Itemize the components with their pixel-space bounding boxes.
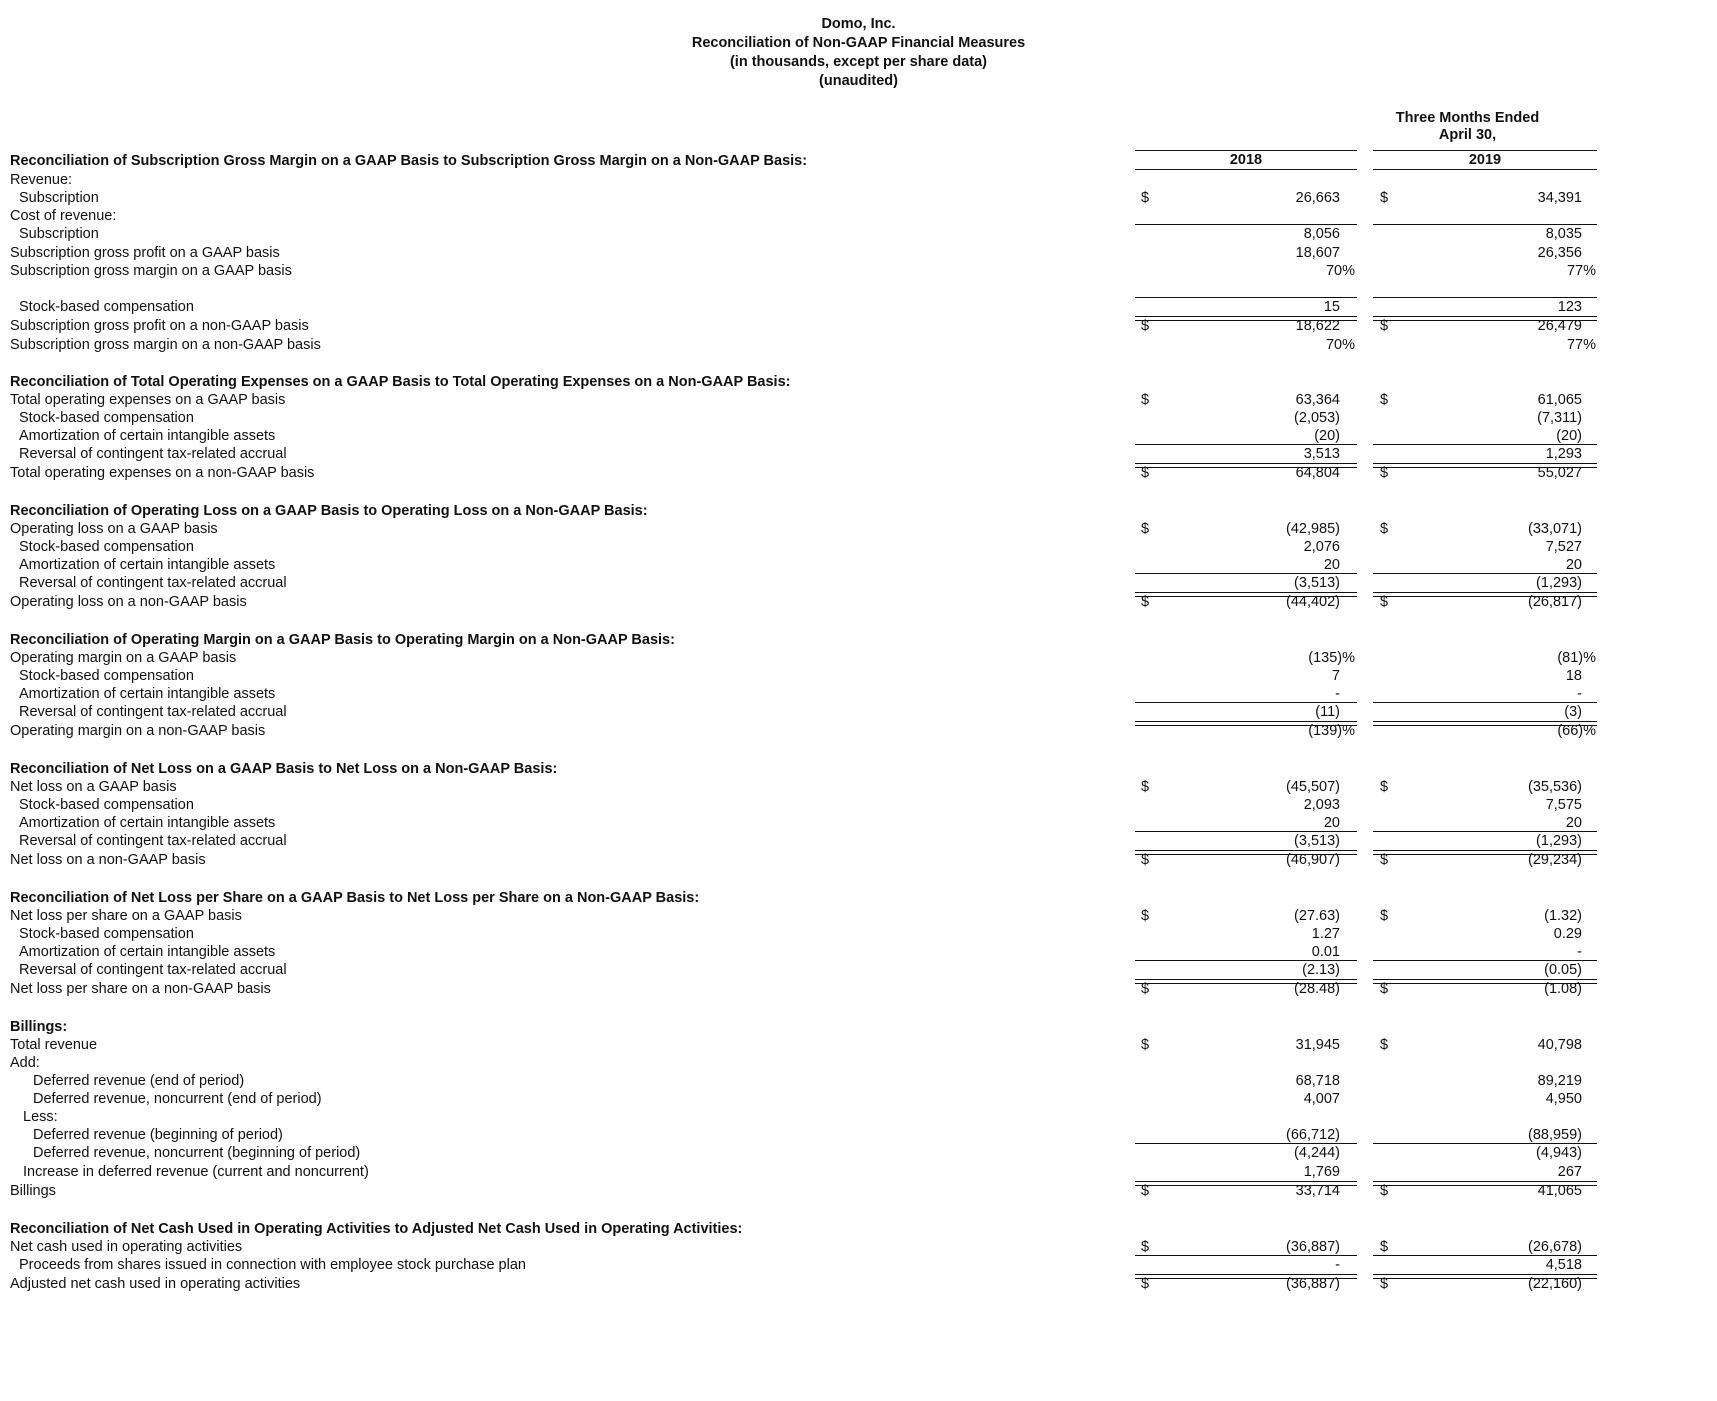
table-row: [0, 1256, 1717, 1275]
table-row: [0, 409, 1717, 428]
row-label: Operating loss on a non-GAAP basis: [10, 594, 247, 610]
section-title: Reconciliation of Net Loss per Share on a GAAP Basis to Net Loss per Share on a Non-GAAP Basis:: [10, 890, 700, 906]
subtotal-underline-2018: [1135, 224, 1357, 225]
value-2019: 77%: [1566, 337, 1596, 353]
row-label: Amortization of certain intangible assets: [19, 428, 276, 444]
row-label: Stock-based compensation: [19, 926, 194, 942]
table-row: [0, 520, 1717, 539]
section-header-row: [0, 760, 1717, 779]
value-2019: (33,071): [1527, 521, 1582, 537]
value-2018: 33,714: [1295, 1183, 1340, 1199]
row-label: Reversal of contingent tax-related accrual: [19, 962, 287, 978]
value-2019: 34,391: [1537, 190, 1582, 206]
value-2019: 0.29: [1553, 926, 1582, 942]
value-2019: 8,035: [1545, 226, 1582, 242]
value-2019: -: [1577, 686, 1582, 702]
currency-symbol-2018: $: [1141, 1239, 1150, 1255]
row-label: Deferred revenue (beginning of period): [33, 1127, 283, 1143]
value-2019: 40,798: [1537, 1037, 1582, 1053]
table-row: [0, 298, 1717, 317]
table-row: [0, 336, 1717, 355]
table-row: [0, 1090, 1717, 1109]
subtotal-underline-2019: [1373, 702, 1597, 703]
currency-symbol-2019: $: [1380, 1276, 1389, 1292]
value-2019: (4,943): [1536, 1145, 1582, 1161]
value-2018: 18,607: [1295, 245, 1340, 261]
table-row: [0, 317, 1717, 336]
subtotal-underline-2018: [1135, 831, 1357, 832]
value-2018: (36,887): [1285, 1239, 1340, 1255]
value-2018: (28.48): [1294, 981, 1340, 997]
total-double-underline-2019: [1373, 1181, 1597, 1186]
value-2019: 18: [1565, 668, 1582, 684]
value-2019: 20: [1565, 815, 1582, 831]
currency-symbol-2019: $: [1380, 521, 1389, 537]
total-double-underline-2018: [1135, 850, 1357, 855]
value-2019: 77%: [1566, 263, 1596, 279]
value-2018: (36,887): [1285, 1276, 1340, 1292]
value-2018: (42,985): [1285, 521, 1340, 537]
row-label: Deferred revenue, noncurrent (beginning of period): [33, 1145, 361, 1161]
subtotal-underline-2018: [1135, 702, 1357, 703]
row-label: Deferred revenue, noncurrent (end of period): [33, 1091, 322, 1107]
total-double-underline-2019: [1373, 463, 1597, 468]
year-header-2019: 2019: [1373, 150, 1597, 170]
section-title: Reconciliation of Net Cash Used in Operating Activities to Adjusted Net Cash Used in Operating Activities:: [10, 1221, 743, 1237]
value-2018: (44,402): [1285, 594, 1340, 610]
table-row: [0, 593, 1717, 612]
row-label: Operating loss on a GAAP basis: [10, 521, 218, 537]
subtotal-underline-2018: [1135, 297, 1357, 298]
row-label: Adjusted net cash used in operating activities: [10, 1276, 301, 1292]
value-2018: (2,053): [1294, 410, 1340, 426]
row-label: Add:: [10, 1055, 40, 1071]
period-label: Three Months Ended: [1395, 110, 1540, 126]
total-double-underline-2019: [1373, 316, 1597, 321]
table-row: [0, 464, 1717, 483]
total-double-underline-2019: [1373, 721, 1597, 726]
currency-symbol-2018: $: [1141, 908, 1150, 924]
row-label: Revenue:: [10, 172, 73, 188]
value-2018: 70%: [1325, 263, 1355, 279]
currency-symbol-2018: $: [1141, 1276, 1150, 1292]
value-2019: (1.32): [1544, 908, 1582, 924]
total-double-underline-2019: [1373, 850, 1597, 855]
value-2019: 20: [1565, 557, 1582, 573]
value-2018: (11): [1315, 704, 1340, 720]
year-header-2018: 2018: [1135, 150, 1357, 170]
value-2018: -: [1335, 1257, 1340, 1273]
value-2018: 20: [1323, 557, 1340, 573]
row-label: Total operating expenses on a GAAP basis: [10, 392, 286, 408]
row-label: Subscription gross profit on a non-GAAP basis: [10, 318, 309, 334]
value-2018: 20: [1323, 815, 1340, 831]
value-2018: 63,364: [1295, 392, 1340, 408]
value-2019: 267: [1557, 1164, 1582, 1180]
total-double-underline-2018: [1135, 1274, 1357, 1279]
row-label: Increase in deferred revenue (current and noncurrent): [23, 1164, 369, 1180]
total-double-underline-2018: [1135, 721, 1357, 726]
row-label: Stock-based compensation: [19, 410, 194, 426]
row-label: Amortization of certain intangible assets: [19, 815, 276, 831]
value-2018: (20): [1314, 428, 1340, 444]
value-2019: (7,311): [1537, 410, 1582, 426]
value-2019: (26,678): [1527, 1239, 1582, 1255]
table-row: [0, 907, 1717, 926]
table-row: [0, 832, 1717, 851]
value-2018: 7: [1331, 668, 1340, 684]
table-row: [0, 225, 1717, 244]
value-2018: (66,712): [1285, 1127, 1340, 1143]
section-header-row: [0, 1018, 1717, 1037]
total-double-underline-2019: [1373, 592, 1597, 597]
value-2019: 7,527: [1545, 539, 1582, 555]
value-2018: (139)%: [1308, 723, 1355, 739]
row-label: Amortization of certain intangible assets: [19, 557, 276, 573]
value-2019: 89,219: [1537, 1073, 1582, 1089]
currency-symbol-2018: $: [1141, 779, 1150, 795]
value-2018: 1,769: [1303, 1164, 1340, 1180]
total-double-underline-2018: [1135, 979, 1357, 984]
section-header-row: [0, 631, 1717, 650]
value-2018: 26,663: [1295, 190, 1340, 206]
value-2019: (35,536): [1527, 779, 1582, 795]
row-label: Net cash used in operating activities: [10, 1239, 243, 1255]
currency-symbol-2018: $: [1141, 318, 1150, 334]
currency-symbol-2018: $: [1141, 465, 1150, 481]
value-2019: 123: [1557, 299, 1582, 315]
subtotal-underline-2018: [1135, 1143, 1357, 1144]
report-audit-note: (unaudited): [819, 73, 898, 89]
value-2019: (66)%: [1557, 723, 1596, 739]
value-2018: 8,056: [1303, 226, 1340, 242]
table-row: [0, 171, 1717, 190]
value-2018: (27.63): [1294, 908, 1340, 924]
subtotal-underline-2018: [1135, 573, 1357, 574]
currency-symbol-2018: $: [1141, 594, 1150, 610]
currency-symbol-2019: $: [1380, 190, 1389, 206]
currency-symbol-2019: $: [1380, 318, 1389, 334]
section-header-row: [0, 373, 1717, 392]
value-2019: 61,065: [1537, 392, 1582, 408]
row-label: Amortization of certain intangible assets: [19, 944, 276, 960]
row-label: Stock-based compensation: [19, 668, 194, 684]
table-row: [0, 1072, 1717, 1091]
row-label: Reversal of contingent tax-related accrual: [19, 704, 287, 720]
table-row: [0, 189, 1717, 208]
value-2018: 4,007: [1303, 1091, 1340, 1107]
value-2019: 1,293: [1545, 446, 1582, 462]
table-row: [0, 1054, 1717, 1073]
section-header-row: [0, 502, 1717, 521]
table-row: [0, 722, 1717, 741]
section-title: Reconciliation of Total Operating Expenses on a GAAP Basis to Total Operating Expenses on a Non-GAAP Basis:: [10, 374, 791, 390]
row-label: Reversal of contingent tax-related accrual: [19, 833, 287, 849]
table-row: [0, 1182, 1717, 1201]
value-2018: 31,945: [1295, 1037, 1340, 1053]
table-row: [0, 703, 1717, 722]
currency-symbol-2019: $: [1380, 594, 1389, 610]
section-title: Reconciliation of Net Loss on a GAAP Basis to Net Loss on a Non-GAAP Basis:: [10, 761, 558, 777]
report-units-note: (in thousands, except per share data): [729, 54, 988, 70]
table-row: [0, 778, 1717, 797]
value-2019: (0.05): [1544, 962, 1582, 978]
section-title: Reconciliation of Operating Margin on a GAAP Basis to Operating Margin on a Non-GAAP Basis:: [10, 632, 675, 648]
currency-symbol-2019: $: [1380, 981, 1389, 997]
currency-symbol-2019: $: [1380, 779, 1389, 795]
period-date: April 30,: [1438, 127, 1497, 143]
section-header-row: [0, 152, 1717, 171]
subtotal-underline-2018: [1135, 960, 1357, 961]
value-2018: (45,507): [1285, 779, 1340, 795]
value-2018: (3,513): [1294, 575, 1340, 591]
value-2019: (3): [1564, 704, 1582, 720]
row-label: Deferred revenue (end of period): [33, 1073, 245, 1089]
row-label: Proceeds from shares issued in connection with employee stock purchase plan: [19, 1257, 526, 1273]
value-2018: 68,718: [1295, 1073, 1340, 1089]
value-2018: (3,513): [1294, 833, 1340, 849]
currency-symbol-2018: $: [1141, 981, 1150, 997]
table-row: [0, 1275, 1717, 1294]
table-row: [0, 445, 1717, 464]
subtotal-underline-2018: [1135, 444, 1357, 445]
row-label: Less:: [23, 1109, 58, 1125]
row-label: Total revenue: [10, 1037, 98, 1053]
row-label: Net loss on a GAAP basis: [10, 779, 177, 795]
subtotal-underline-2019: [1373, 224, 1597, 225]
row-label: Net loss on a non-GAAP basis: [10, 852, 206, 868]
value-2018: 15: [1323, 299, 1340, 315]
row-label: Net loss per share on a GAAP basis: [10, 908, 242, 924]
value-2018: 0.01: [1311, 944, 1340, 960]
value-2018: 3,513: [1303, 446, 1340, 462]
report-title: Reconciliation of Non-GAAP Financial Measures: [691, 35, 1026, 51]
company-name: Domo, Inc.: [821, 16, 896, 32]
value-2019: (1,293): [1536, 575, 1582, 591]
currency-symbol-2018: $: [1141, 392, 1150, 408]
total-double-underline-2019: [1373, 979, 1597, 984]
row-label: Subscription gross margin on a GAAP basis: [10, 263, 292, 279]
value-2018: (46,907): [1285, 852, 1340, 868]
table-row: [0, 262, 1717, 281]
table-row: [0, 851, 1717, 870]
table-row: [0, 1036, 1717, 1055]
value-2019: (81)%: [1557, 650, 1596, 666]
section-title: Billings:: [10, 1019, 68, 1035]
total-double-underline-2018: [1135, 463, 1357, 468]
value-2019: 4,518: [1545, 1257, 1582, 1273]
section-header-row: [0, 1220, 1717, 1239]
subtotal-underline-2019: [1373, 960, 1597, 961]
section-title: Reconciliation of Operating Loss on a GAAP Basis to Operating Loss on a Non-GAAP Basis:: [10, 503, 648, 519]
value-2019: 26,479: [1537, 318, 1582, 334]
table-row: [0, 667, 1717, 686]
value-2019: (22,160): [1527, 1276, 1582, 1292]
table-row: [0, 961, 1717, 980]
row-label: Cost of revenue:: [10, 208, 117, 224]
total-double-underline-2018: [1135, 1181, 1357, 1186]
currency-symbol-2018: $: [1141, 521, 1150, 537]
table-row: [0, 796, 1717, 815]
subtotal-underline-2019: [1373, 1143, 1597, 1144]
value-2019: (1.08): [1544, 981, 1582, 997]
currency-symbol-2019: $: [1380, 392, 1389, 408]
value-2018: 70%: [1325, 337, 1355, 353]
currency-symbol-2019: $: [1380, 908, 1389, 924]
table-row: [0, 925, 1717, 944]
row-label: Reversal of contingent tax-related accrual: [19, 446, 287, 462]
total-double-underline-2019: [1373, 1274, 1597, 1279]
table-row: [0, 1108, 1717, 1127]
value-2019: (29,234): [1527, 852, 1582, 868]
value-2019: 7,575: [1545, 797, 1582, 813]
value-2018: 1.27: [1311, 926, 1340, 942]
currency-symbol-2019: $: [1380, 1037, 1389, 1053]
table-row: [0, 244, 1717, 263]
value-2018: 18,622: [1295, 318, 1340, 334]
currency-symbol-2018: $: [1141, 190, 1150, 206]
value-2019: 41,065: [1537, 1183, 1582, 1199]
value-2019: 55,027: [1537, 465, 1582, 481]
row-label: Stock-based compensation: [19, 797, 194, 813]
section-title: Reconciliation of Subscription Gross Margin on a GAAP Basis to Subscription Gross Margin on a Non-GAAP Basis:: [10, 153, 808, 169]
currency-symbol-2019: $: [1380, 1239, 1389, 1255]
row-label: Net loss per share on a non-GAAP basis: [10, 981, 271, 997]
value-2019: 26,356: [1537, 245, 1582, 261]
currency-symbol-2018: $: [1141, 852, 1150, 868]
value-2018: 2,076: [1303, 539, 1340, 555]
row-label: Stock-based compensation: [19, 539, 194, 555]
value-2018: (2.13): [1302, 962, 1340, 978]
value-2019: (1,293): [1536, 833, 1582, 849]
subtotal-underline-2019: [1373, 444, 1597, 445]
currency-symbol-2018: $: [1141, 1037, 1150, 1053]
subtotal-underline-2018: [1135, 1255, 1357, 1256]
row-label: Amortization of certain intangible assets: [19, 686, 276, 702]
row-label: Subscription: [19, 226, 99, 242]
currency-symbol-2019: $: [1380, 465, 1389, 481]
table-row: [0, 649, 1717, 668]
row-label: Subscription: [19, 190, 99, 206]
subtotal-underline-2019: [1373, 1255, 1597, 1256]
row-label: Total operating expenses on a non-GAAP basis: [10, 465, 315, 481]
value-2019: (20): [1556, 428, 1582, 444]
subtotal-underline-2019: [1373, 573, 1597, 574]
value-2019: (88,959): [1527, 1127, 1582, 1143]
row-label: Operating margin on a non-GAAP basis: [10, 723, 266, 739]
subtotal-underline-2019: [1373, 297, 1597, 298]
total-double-underline-2018: [1135, 592, 1357, 597]
table-row: [0, 391, 1717, 410]
row-label: Subscription gross profit on a GAAP basis: [10, 245, 280, 261]
subtotal-underline-2019: [1373, 831, 1597, 832]
table-row: [0, 538, 1717, 557]
value-2019: 4,950: [1545, 1091, 1582, 1107]
row-label: Operating margin on a GAAP basis: [10, 650, 237, 666]
row-label: Subscription gross margin on a non-GAAP basis: [10, 337, 321, 353]
value-2018: 2,093: [1303, 797, 1340, 813]
currency-symbol-2019: $: [1380, 852, 1389, 868]
table-row: [0, 980, 1717, 999]
value-2018: 64,804: [1295, 465, 1340, 481]
value-2019: (26,817): [1527, 594, 1582, 610]
table-row: [0, 1163, 1717, 1182]
section-header-row: [0, 889, 1717, 908]
value-2018: -: [1335, 686, 1340, 702]
value-2019: -: [1577, 944, 1582, 960]
row-label: Stock-based compensation: [19, 299, 194, 315]
value-2018: (4,244): [1294, 1145, 1340, 1161]
currency-symbol-2019: $: [1380, 1183, 1389, 1199]
row-label: Billings: [10, 1183, 56, 1199]
table-row: [0, 574, 1717, 593]
total-double-underline-2018: [1135, 316, 1357, 321]
table-row: [0, 1144, 1717, 1163]
row-label: Reversal of contingent tax-related accrual: [19, 575, 287, 591]
currency-symbol-2018: $: [1141, 1183, 1150, 1199]
value-2018: (135)%: [1308, 650, 1355, 666]
